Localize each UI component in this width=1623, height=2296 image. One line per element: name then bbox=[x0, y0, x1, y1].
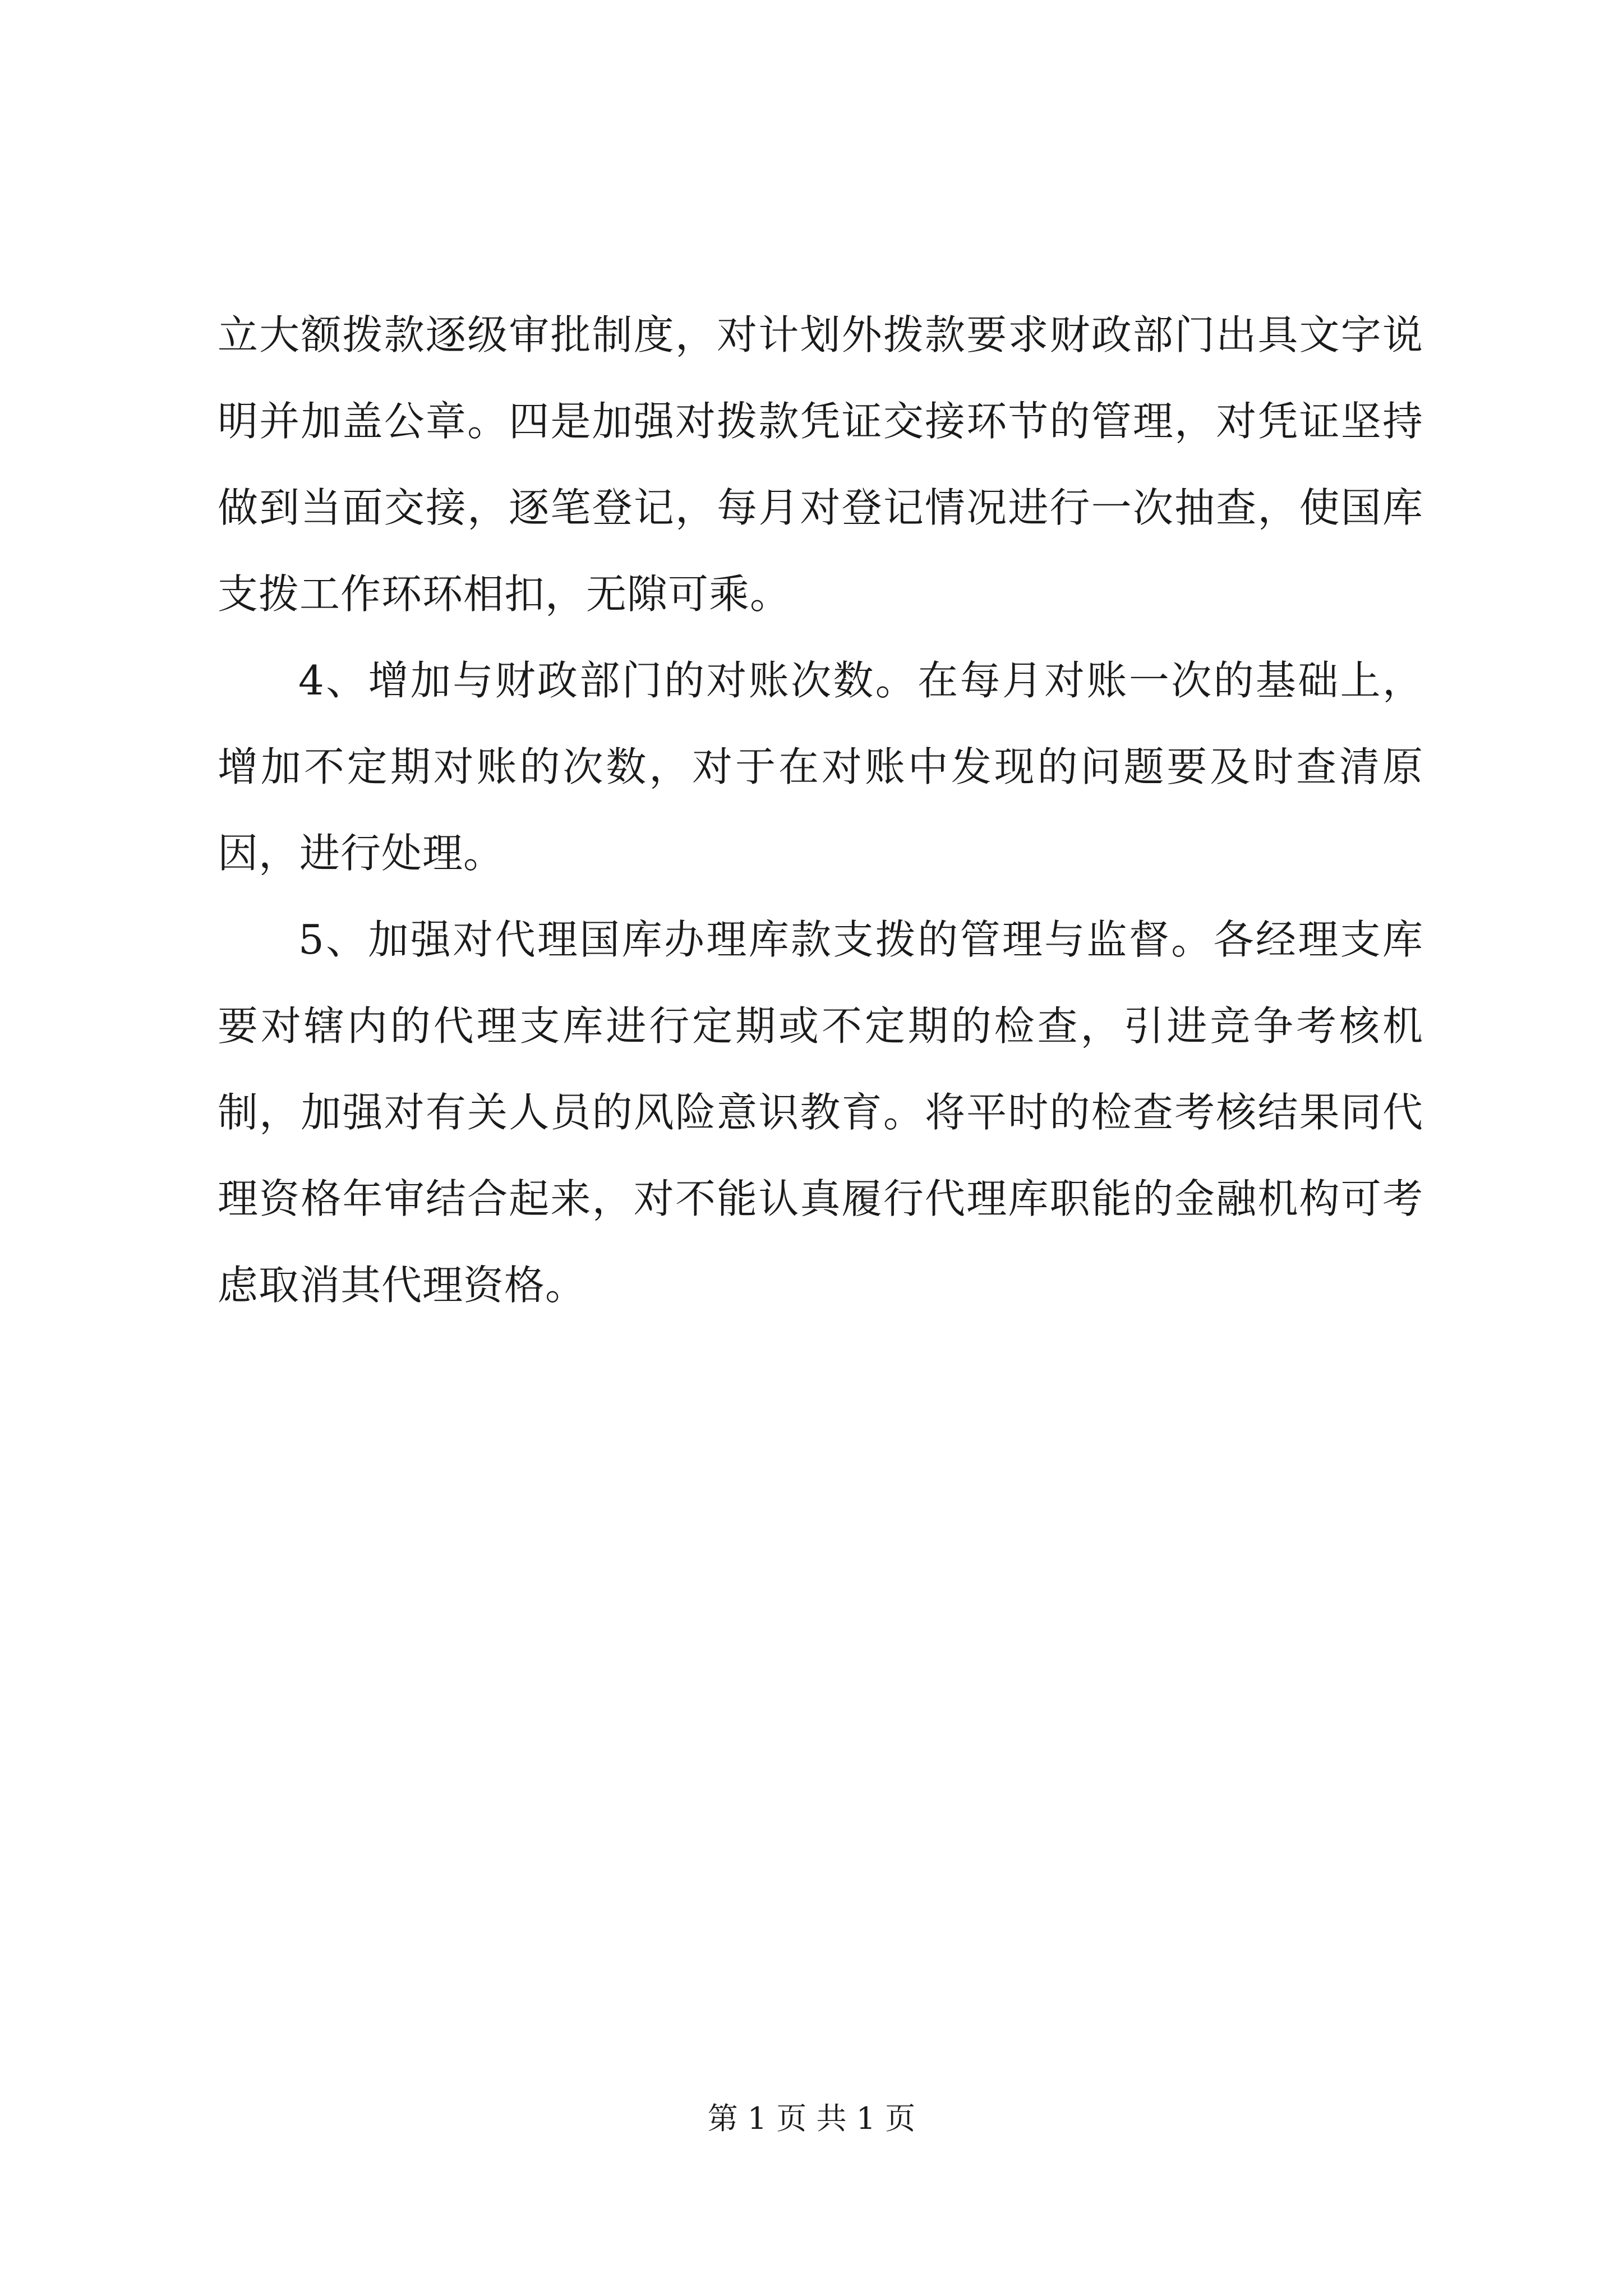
paragraph-item-5: 5、加强对代理国库办理库款支拨的管理与监督。各经理支库要对辖内的代理支库进行定期或不定期的检查，引进竞争考核机制，加强对有关人员的风险意识教育。将平时的检查考核结果同代理资格年审结合起来，对不能认真履行代理库职能的金融机构可考虑取消其代理资格。 bbox=[218, 916, 1423, 1309]
page-footer: 第 1 页 共 1 页 bbox=[707, 2101, 916, 2136]
document-body bbox=[218, 292, 1423, 1328]
paragraph-item-4: 4、增加与财政部门的对账次数。在每月对账一次的基础上，增加不定期对账的次数，对于在对账中发现的问题要及时查清原因，进行处理。 bbox=[218, 657, 1423, 877]
paragraph-continuation: 立大额拨款逐级审批制度，对计划外拨款要求财政部门出具文字说明并加盖公章。四是加强对拨款凭证交接环节的管理，对凭证坚持做到当面交接，逐笔登记，每月对登记情况进行一次抽查，使国库支拨工作环环相扣，无隙可乘。 bbox=[218, 311, 1423, 618]
